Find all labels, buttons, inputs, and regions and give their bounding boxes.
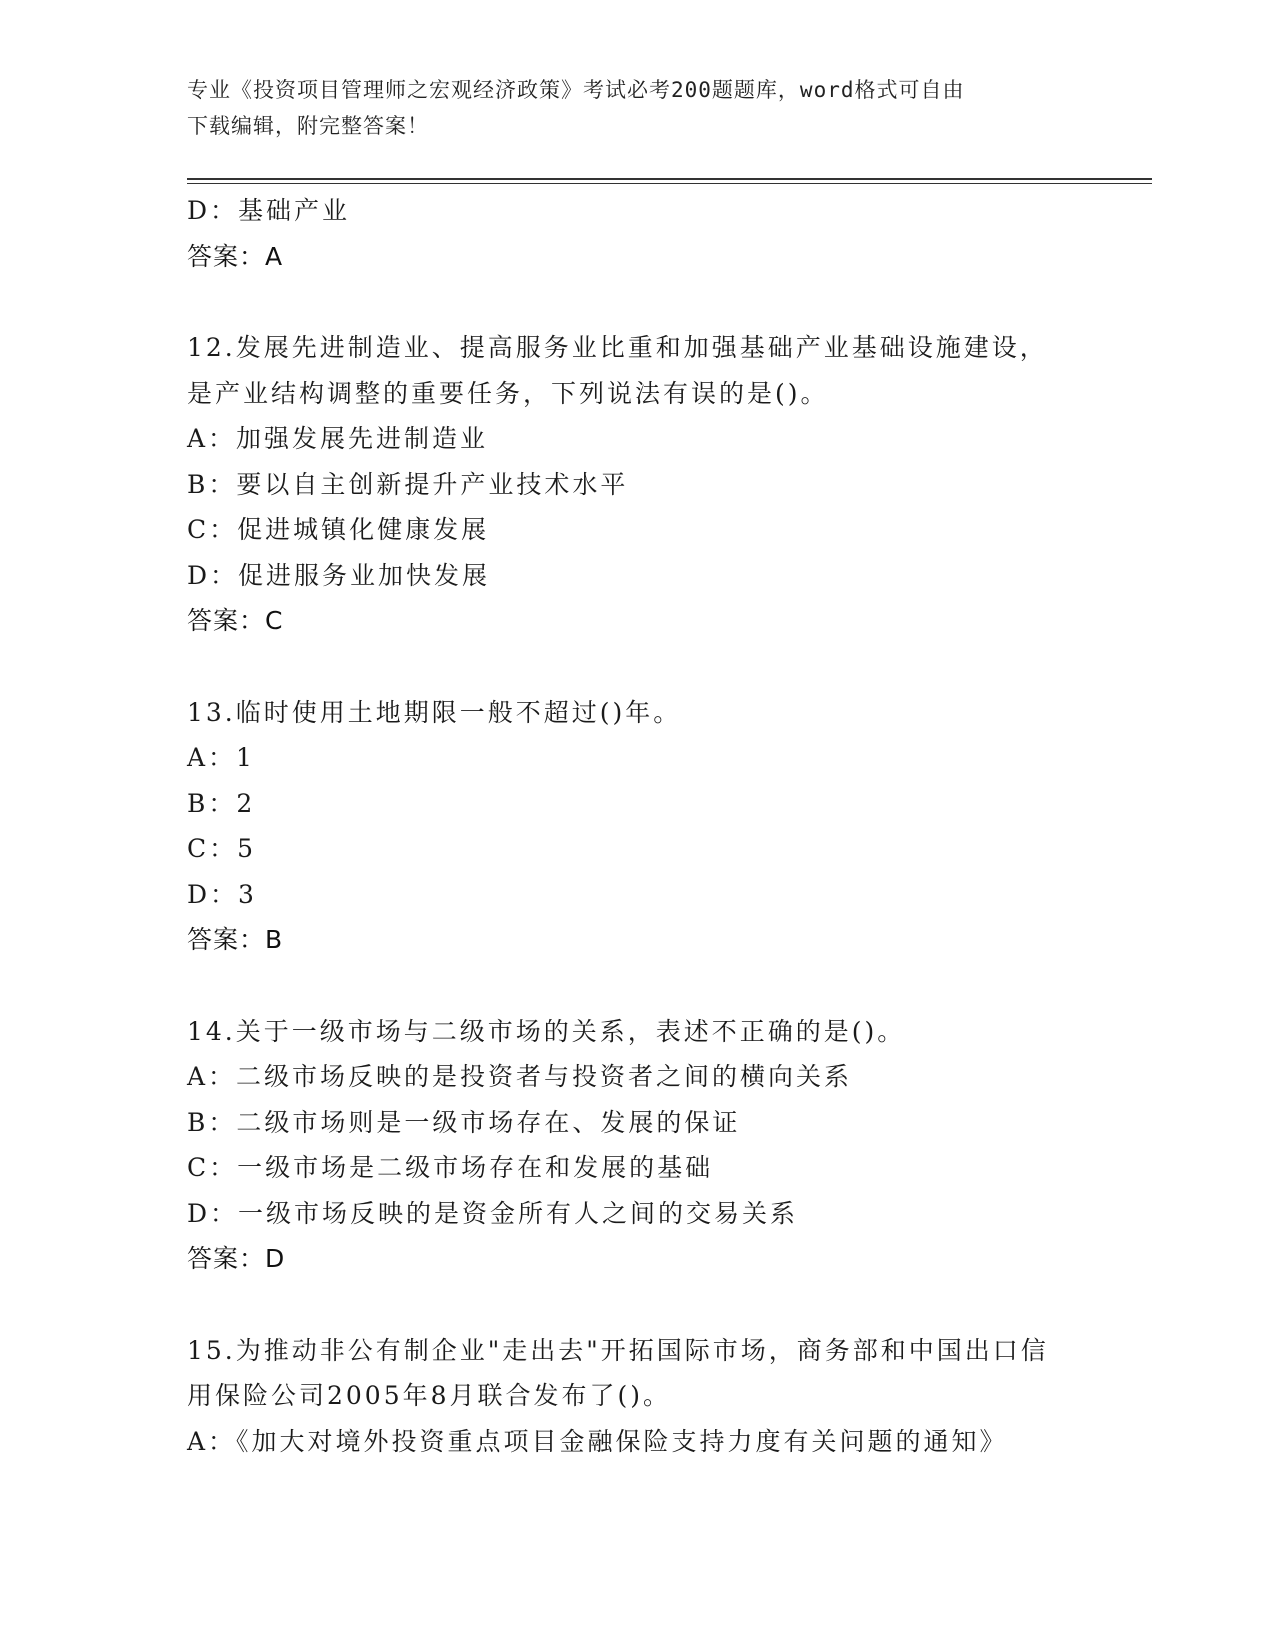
answer-line: 答案：C bbox=[187, 606, 284, 635]
answer-line: 答案：A bbox=[187, 241, 284, 271]
option-b: B：二级市场则是一级市场存在、发展的保证 bbox=[187, 1107, 741, 1137]
option-d: D：3 bbox=[187, 879, 257, 909]
document-content bbox=[187, 188, 1152, 1464]
question-stem: 用保险公司2005年8月联合发布了()。 bbox=[187, 1381, 672, 1410]
previous-question-tail bbox=[187, 188, 1152, 279]
header-line-1: 专业《投资项目管理师之宏观经济政策》考试必考200题题库，word格式可自由 bbox=[187, 78, 965, 102]
option-d: D：一级市场反映的是资金所有人之间的交易关系 bbox=[187, 1198, 799, 1228]
header-line-2: 下载编辑，附完整答案！ bbox=[187, 114, 429, 138]
spacer bbox=[187, 1282, 1152, 1328]
question-stem: 14.关于一级市场与二级市场的关系，表述不正确的是()。 bbox=[187, 1016, 906, 1046]
option-a: A：《加大对境外投资重点项目金融保险支持力度有关问题的通知》 bbox=[187, 1426, 1008, 1456]
option-c: C：促进城镇化健康发展 bbox=[187, 515, 490, 544]
question-14 bbox=[187, 1009, 1152, 1282]
option-d: D：基础产业 bbox=[187, 196, 351, 225]
option-a: A：加强发展先进制造业 bbox=[187, 424, 489, 453]
question-12 bbox=[187, 325, 1152, 644]
spacer bbox=[187, 279, 1152, 325]
question-15 bbox=[187, 1328, 1152, 1465]
header-rule-thick bbox=[187, 178, 1152, 180]
option-a: A：1 bbox=[187, 743, 255, 772]
option-b: B：要以自主创新提升产业技术水平 bbox=[187, 469, 629, 499]
question-13 bbox=[187, 690, 1152, 963]
option-d: D：促进服务业加快发展 bbox=[187, 560, 491, 590]
option-c: C：一级市场是二级市场存在和发展的基础 bbox=[187, 1153, 714, 1182]
answer-line: 答案：B bbox=[187, 925, 284, 954]
document-header bbox=[187, 72, 1087, 144]
answer-line: 答案：D bbox=[187, 1244, 286, 1273]
option-a: A：二级市场反映的是投资者与投资者之间的横向关系 bbox=[187, 1062, 853, 1091]
question-stem: 12.发展先进制造业、提高服务业比重和加强基础产业基础设施建设， bbox=[187, 333, 1048, 362]
option-c: C：5 bbox=[187, 834, 257, 863]
option-b: B：2 bbox=[187, 788, 256, 818]
question-stem: 13.临时使用土地期限一般不超过()年。 bbox=[187, 697, 682, 727]
header-rule-thin bbox=[187, 183, 1152, 184]
spacer bbox=[187, 963, 1152, 1009]
question-stem: 是产业结构调整的重要任务，下列说法有误的是()。 bbox=[187, 378, 829, 408]
spacer bbox=[187, 644, 1152, 690]
question-stem: 15.为推动非公有制企业"走出去"开拓国际市场，商务部和中国出口信 bbox=[187, 1335, 1049, 1365]
